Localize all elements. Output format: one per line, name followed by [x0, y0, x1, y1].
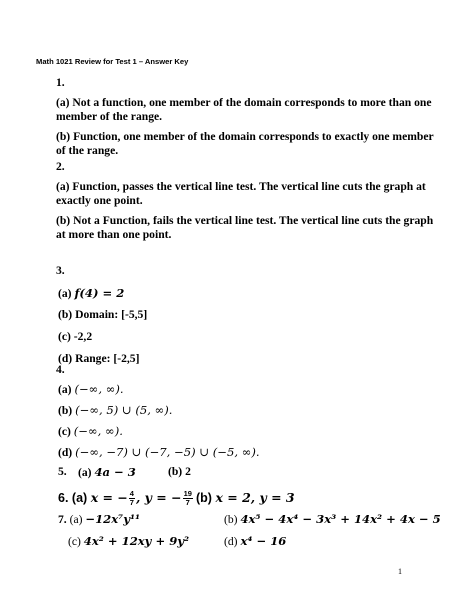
- q4-b-expression: (−∞, 5) ∪ (5, ∞).: [75, 403, 173, 417]
- q3-answer-b: (b) Domain: [-5,5]: [58, 308, 148, 321]
- q1-answer-b-line2: of the range.: [56, 144, 119, 157]
- q4-c-label: (c): [58, 425, 71, 438]
- q2-answer-a-line2: exactly one point.: [56, 194, 143, 207]
- q6-b-label: (b): [196, 491, 212, 505]
- q4-answer-c: [58, 424, 123, 439]
- document-header: Math 1021 Review for Test 1 – Answer Key: [36, 57, 189, 66]
- q3-a-expression: f(4) = 2: [74, 286, 125, 300]
- q6-a-x-numerator: 4: [129, 489, 134, 499]
- q6-a-x-fraction: [129, 490, 135, 507]
- q7-d-expression: x⁴ − 16: [240, 534, 287, 548]
- q2-answer-a-line1: (a) Function, passes the vertical line test. The vertical line cuts the graph at: [56, 180, 426, 193]
- q2-number: 2.: [56, 160, 65, 173]
- page-number: 1: [398, 567, 402, 576]
- q7-a-label: (a): [69, 513, 83, 526]
- q7-b-expression: 4x⁵ − 4x⁴ − 3x³ + 14x² + 4x − 5: [240, 512, 441, 526]
- q1-answer-a-line1: (a) Not a function, one member of the domain corresponds to more than one: [56, 96, 432, 109]
- q1-answer-b-line1: (b) Function, one member of the domain corresponds to exactly one member: [56, 130, 434, 143]
- q3-answer-c: (c) -2,2: [58, 330, 93, 343]
- q6-a-y-prefix: , y = −: [135, 490, 182, 505]
- q4-c-expression: (−∞, ∞).: [73, 424, 123, 438]
- q4-answer-a: [58, 382, 124, 397]
- q5-number: 5.: [58, 465, 67, 478]
- q4-answer-d: [58, 445, 260, 460]
- q6-a-y-denominator: 7: [185, 498, 190, 508]
- q4-a-label: (a): [58, 383, 72, 396]
- q2-answer-b-line2: at more than one point.: [56, 228, 172, 241]
- q7-a-expression: −12x⁷y¹¹: [85, 512, 141, 526]
- q3-answer-d: (d) Range: [-2,5]: [58, 352, 140, 365]
- q4-d-expression: (−∞, −7) ∪ (−7, −5) ∪ (−5, ∞).: [75, 445, 260, 459]
- q7-c-expression: 4x² + 12xy + 9y²: [83, 534, 190, 548]
- q6-a-y-numerator: 19: [183, 489, 192, 499]
- q6-a-y-fraction: [183, 490, 193, 507]
- q7-answer-c: [68, 534, 189, 549]
- q7-b-label: (b): [224, 513, 238, 526]
- q6-a-x-denominator: 7: [129, 498, 134, 508]
- q7-answer-a: [58, 512, 140, 527]
- q7-answer-d: [224, 534, 286, 549]
- q6-b-expression: x = 2, y = 3: [215, 490, 295, 505]
- q1-answer-a-line2: member of the range.: [56, 110, 163, 123]
- q4-number: 4.: [56, 363, 65, 376]
- q4-b-label: (b): [58, 404, 73, 417]
- q6-a-x-prefix: x = −: [90, 490, 128, 505]
- q3-number: 3.: [56, 264, 65, 277]
- q4-a-expression: (−∞, ∞).: [74, 382, 124, 396]
- q7-number: 7.: [58, 513, 67, 526]
- q4-d-label: (d): [58, 446, 73, 459]
- q6-number: 6.: [58, 491, 69, 505]
- q6-a-label: (a): [71, 491, 88, 505]
- q7-answer-b: [224, 512, 441, 527]
- q5-a-label: (a): [78, 466, 92, 479]
- q5-answer-a: [78, 465, 136, 480]
- q3-answer-a: [58, 286, 124, 301]
- q2-answer-b-line1: (b) Not a Function, fails the vertical line test. The vertical line cuts the graph: [56, 214, 434, 227]
- q4-answer-b: [58, 403, 172, 418]
- q6-answer-b: [196, 487, 295, 509]
- q7-c-label: (c): [68, 535, 81, 548]
- q7-d-label: (d): [224, 535, 238, 548]
- q3-a-label: (a): [58, 287, 72, 300]
- q1-number: 1.: [56, 76, 65, 89]
- q5-a-expression: 4a − 3: [94, 465, 136, 479]
- q6-answer-a: [58, 487, 194, 509]
- q5-answer-b: (b) 2: [168, 465, 191, 478]
